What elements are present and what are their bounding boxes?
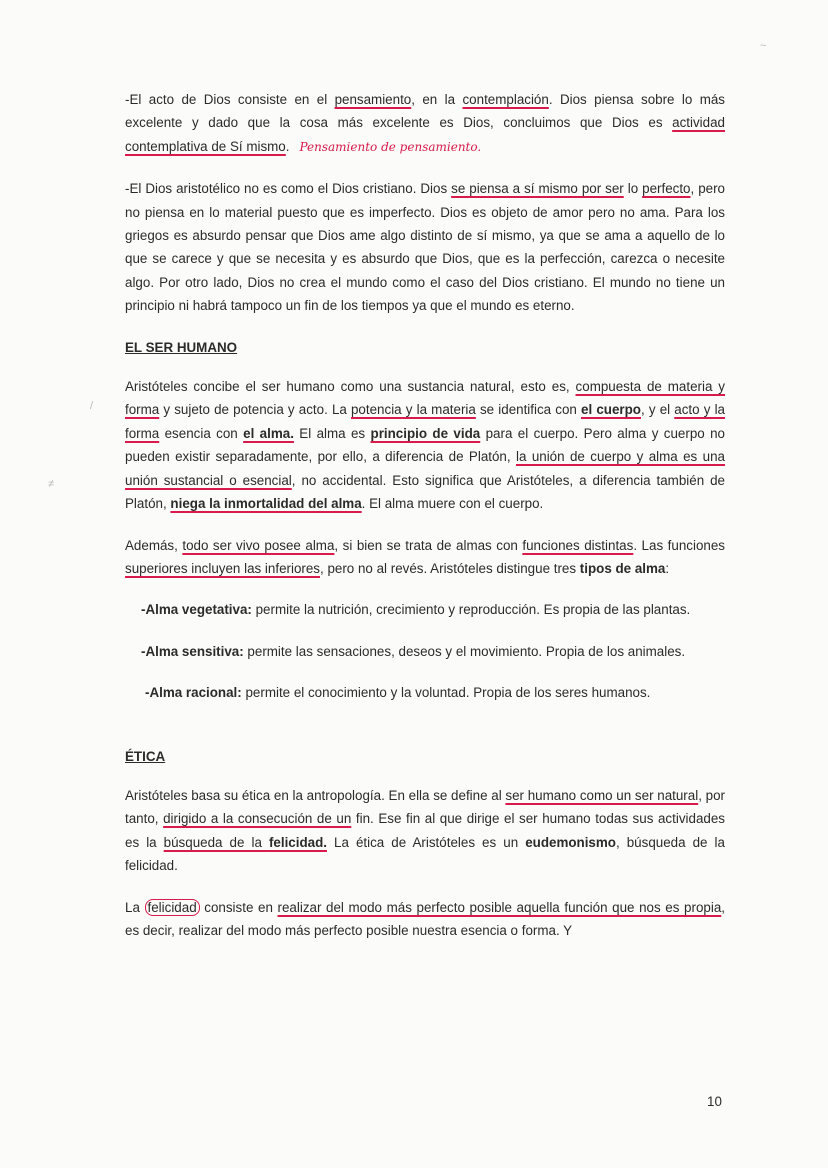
paper-speck: ~ (760, 40, 767, 52)
paragraph-almas: Además, todo ser vivo posee alma, si bien se trata de almas con funciones distintas. Las funciones superiores incluyen las inferiores, pero no al revés. Aristóteles distingue tres tipos de alma: (125, 537, 725, 576)
list-item-alma-sensitiva: -Alma sensitiva: permite las sensaciones, deseos y el movimiento. Propia de los animales. (141, 643, 686, 659)
paper-speck: ≠ (48, 478, 55, 490)
paragraph-ser-humano: Aristóteles concibe el ser humano como una sustancia natural, esto es, compuesta de materia y forma y sujeto de potencia y acto. La potencia y la materia se identifica con el cuerpo, y el acto y la forma esencia con el alma. El alma es principio de vida para el cuerpo. Pero alma y cuerpo no pueden existir separadamente, por ello, a diferencia de Platón, la unión de cuerpo y alma es una unión sustancial o esencial, no accidental. Esto significa que Aristóteles, a diferencia también de Platón, niega la inmortalidad del alma. El alma muere con el cuerpo. (125, 379, 726, 512)
paragraph-felicidad: La felicidad consiste en realizar del modo más perfecto posible aquella función que nos es propia, es decir, realizar del modo más perfecto posible nuestra esencia o forma. Y (125, 899, 725, 938)
document-page (125, 88, 725, 960)
heading-ser-humano: EL SER HUMANO (125, 339, 238, 355)
list-item-alma-racional: -Alma racional: permite el conocimiento y la voluntad. Propia de los seres humanos. (145, 685, 651, 701)
heading-etica: ÉTICA (125, 748, 166, 764)
page-number: 10 (707, 1094, 722, 1109)
handwritten-note: Pensamiento de pensamiento. (299, 139, 482, 154)
underline-actividad: actividad contemplativa de Sí mismo (125, 115, 725, 154)
paragraph-aristotelian-god: -El Dios aristotélico no es como el Dios cristiano. Dios se piensa a sí mismo por ser lo perfecto, pero no piensa en lo material puesto que es imperfecto. Dios es objeto de amor pero no ama. Para los griegos es absurdo pensar que Dios ame algo distinto de sí mismo, ya que se ama a aquello de lo que se carece y que se necesita y es absurdo que Dios, que es la perfección, carezca o necesite algo. Por otro lado, Dios no crea el mundo como el caso del Dios cristiano. El mundo no tiene un principio ni habrá tampoco un fin de los tiempos ya que el mundo es eterno. (125, 181, 725, 314)
paragraph-god-act: -El acto de Dios consiste en el pensamiento, en la contemplación. Dios piensa sobre lo más excelente y dado que la cosa más excelente es Dios, concluimos que Dios es actividad contemplativa de Sí mismo. Pensamiento de pensamiento. (125, 92, 725, 154)
underline-contemplacion: contemplación (462, 92, 549, 107)
underline-pensamiento: pensamiento (334, 92, 412, 107)
paragraph-etica: Aristóteles basa su ética en la antropología. En ella se define al ser humano como un ser natural, por tanto, dirigido a la consecución de un fin. Ese fin al que dirige el ser humano todas sus actividades es la búsqueda de la felicidad. La ética de Aristóteles es un eudemonismo, búsqueda de la felicidad. (125, 787, 725, 874)
list-item-alma-vegetativa: -Alma vegetativa: permite la nutrición, crecimiento y reproducción. Es propia de las plantas. (141, 602, 691, 618)
circled-felicidad: felicidad (145, 899, 200, 916)
paper-speck: / (90, 400, 94, 412)
